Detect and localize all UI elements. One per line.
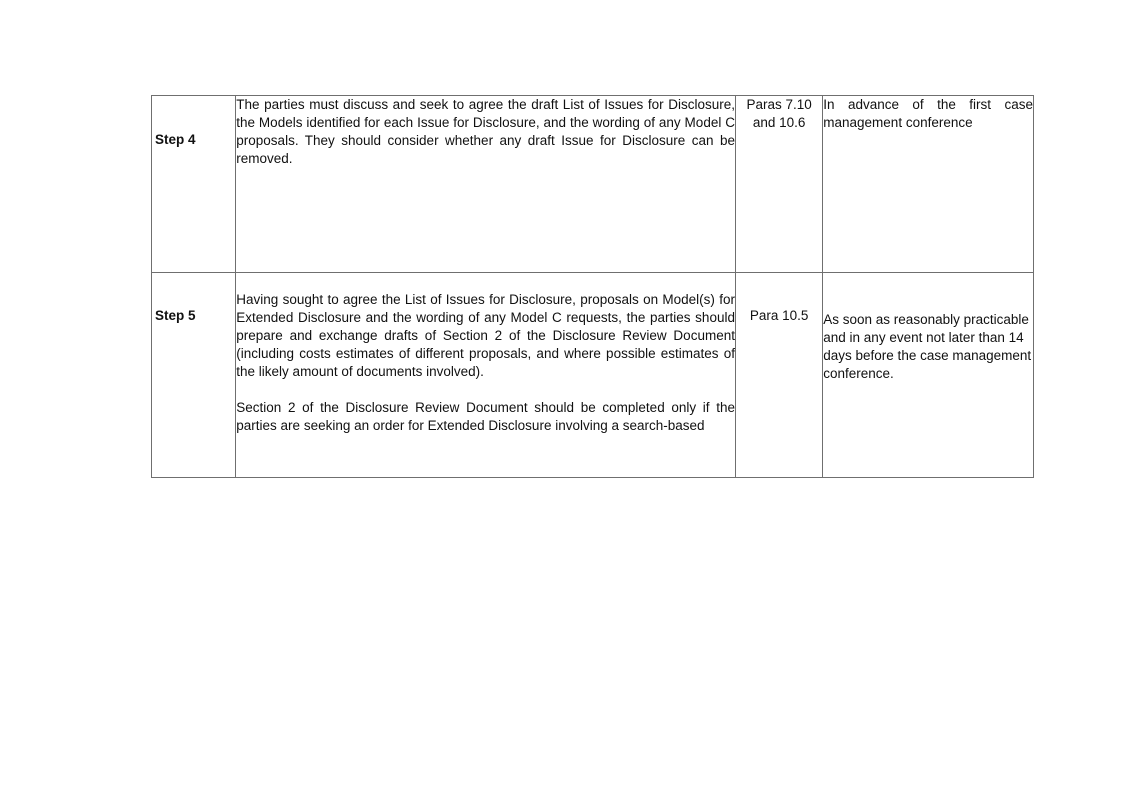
step-cell xyxy=(152,273,236,478)
timing-cell xyxy=(823,96,1034,273)
description-cell xyxy=(236,273,736,478)
description-paragraph: The parties must discuss and seek to agree the draft List of Issues for Disclosure, the Models identified for each Issue for Disclosure, and the wording of any Model C proposals. They should consider whether any draft Issue for Disclosure can be removed. xyxy=(236,97,735,166)
description-cell xyxy=(236,96,736,273)
timing-text: As soon as reasonably practicable and in any event not later than 14 days before the case management conference. xyxy=(823,312,1032,381)
paragraph-reference-cell xyxy=(735,96,822,273)
paragraph-reference-cell xyxy=(735,273,822,478)
table-row-step-5 xyxy=(152,273,1034,478)
paragraph-reference-line: Paras 7.10 xyxy=(746,97,812,112)
description-paragraph: Section 2 of the Disclosure Review Document should be completed only if the parties are seeking an order for Extended Disclosure involving a search-based xyxy=(236,400,735,433)
step-label: Step 4 xyxy=(155,132,196,147)
paragraph-reference-line: Para 10.5 xyxy=(749,308,809,323)
table-row-step-4 xyxy=(152,96,1034,273)
step-label: Step 5 xyxy=(155,308,196,323)
disclosure-steps-table xyxy=(151,95,1034,478)
timing-cell xyxy=(823,273,1034,478)
description-paragraph: Having sought to agree the List of Issues for Disclosure, proposals on Model(s) for Extended Disclosure and the wording of any Model C requests, the parties should prepare and exchange drafts of Section 2 of the Disclosure Review Document (including costs estimates of different proposals, and where possible estimates of the likely amount of documents involved). xyxy=(236,292,735,379)
timing-text: In advance of the first case management conference xyxy=(823,97,1033,130)
paragraph-reference-line: and 10.6 xyxy=(752,115,806,130)
step-cell xyxy=(152,96,236,273)
description-content xyxy=(236,291,735,439)
